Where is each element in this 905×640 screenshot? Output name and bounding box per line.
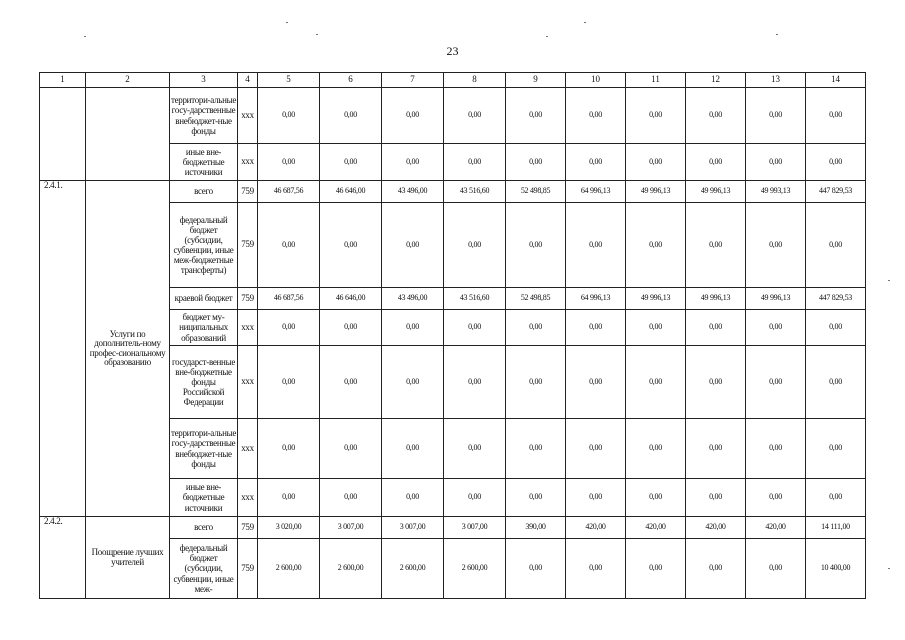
value-cell: 0,00: [382, 203, 444, 288]
value-cell: 0,00: [258, 203, 320, 288]
source-cell: государст-венные вне-бюджетные фонды Российской Федерации: [170, 346, 238, 419]
value-cell: 0,00: [686, 144, 746, 181]
source-cell: краевой бюджет: [170, 288, 238, 310]
source-cell: иные вне-бюджетные источники: [170, 144, 238, 181]
value-cell: 43 516,60: [444, 288, 506, 310]
value-cell: 0,00: [506, 88, 566, 144]
header-cell: 11: [626, 73, 686, 88]
row-code: 2.4.1.: [40, 181, 86, 517]
kbk-cell: ххх: [238, 479, 258, 517]
value-cell: 0,00: [566, 419, 626, 479]
value-cell: 0,00: [806, 479, 866, 517]
kbk-cell: ххх: [238, 419, 258, 479]
value-cell: 0,00: [506, 419, 566, 479]
value-cell: 3 007,00: [320, 517, 382, 539]
table-row: [40, 517, 866, 539]
value-cell: 0,00: [566, 310, 626, 346]
value-cell: 52 498,85: [506, 288, 566, 310]
value-cell: 0,00: [320, 346, 382, 419]
value-cell: 49 996,13: [686, 288, 746, 310]
row-name: Поощрение лучших учителей: [86, 517, 170, 599]
source-cell: территори-альные госу-дарственные внебюджет-ные фонды: [170, 419, 238, 479]
value-cell: 0,00: [746, 88, 806, 144]
value-cell: 0,00: [506, 310, 566, 346]
value-cell: 2 600,00: [382, 539, 444, 599]
header-cell: 5: [258, 73, 320, 88]
value-cell: 0,00: [806, 419, 866, 479]
value-cell: 3 007,00: [444, 517, 506, 539]
value-cell: 43 496,00: [382, 288, 444, 310]
value-cell: 420,00: [686, 517, 746, 539]
value-cell: 0,00: [320, 144, 382, 181]
value-cell: 0,00: [566, 203, 626, 288]
row-code: 2.4.2.: [40, 517, 86, 599]
value-cell: 0,00: [746, 539, 806, 599]
value-cell: 0,00: [320, 419, 382, 479]
value-cell: 447 829,53: [806, 181, 866, 203]
value-cell: 0,00: [382, 88, 444, 144]
value-cell: 0,00: [746, 419, 806, 479]
value-cell: 0,00: [258, 310, 320, 346]
value-cell: 0,00: [626, 346, 686, 419]
value-cell: 0,00: [382, 144, 444, 181]
value-cell: 49 996,13: [626, 288, 686, 310]
value-cell: 0,00: [686, 346, 746, 419]
value-cell: 49 996,13: [686, 181, 746, 203]
value-cell: 0,00: [382, 479, 444, 517]
page-number: 23: [446, 44, 459, 58]
value-cell: 0,00: [686, 88, 746, 144]
value-cell: 0,00: [382, 310, 444, 346]
source-cell: всего: [170, 181, 238, 203]
value-cell: 0,00: [444, 479, 506, 517]
value-cell: 0,00: [444, 203, 506, 288]
kbk-cell: ххх: [238, 310, 258, 346]
header-cell: 2: [86, 73, 170, 88]
value-cell: 0,00: [382, 346, 444, 419]
value-cell: 49 993,13: [746, 181, 806, 203]
value-cell: 0,00: [566, 479, 626, 517]
value-cell: 0,00: [444, 346, 506, 419]
value-cell: 49 996,13: [626, 181, 686, 203]
value-cell: 0,00: [746, 310, 806, 346]
value-cell: 0,00: [746, 203, 806, 288]
value-cell: 0,00: [258, 346, 320, 419]
value-cell: 49 996,13: [746, 288, 806, 310]
value-cell: 390,00: [506, 517, 566, 539]
value-cell: 0,00: [626, 203, 686, 288]
value-cell: 0,00: [746, 346, 806, 419]
value-cell: 0,00: [258, 419, 320, 479]
value-cell: 64 996,13: [566, 288, 626, 310]
kbk-cell: ххх: [238, 346, 258, 419]
source-cell: федеральный бюджет (субсидии, субвенции, иные меж-: [170, 539, 238, 599]
header-cell: 14: [806, 73, 866, 88]
source-cell: территори-альные госу-дарственные внебюджет-ные фонды: [170, 88, 238, 144]
value-cell: 64 996,13: [566, 181, 626, 203]
value-cell: 0,00: [382, 419, 444, 479]
value-cell: 0,00: [626, 419, 686, 479]
header-cell: 4: [238, 73, 258, 88]
value-cell: 0,00: [258, 144, 320, 181]
value-cell: 0,00: [806, 144, 866, 181]
source-cell: бюджет му-ниципальных образований: [170, 310, 238, 346]
value-cell: 0,00: [566, 88, 626, 144]
value-cell: 0,00: [320, 479, 382, 517]
value-cell: 447 829,53: [806, 288, 866, 310]
value-cell: 0,00: [258, 88, 320, 144]
value-cell: 0,00: [320, 203, 382, 288]
value-cell: 3 020,00: [258, 517, 320, 539]
value-cell: 0,00: [506, 346, 566, 419]
source-cell: иные вне-бюджетные источники: [170, 479, 238, 517]
value-cell: 43 516,60: [444, 181, 506, 203]
value-cell: 0,00: [626, 479, 686, 517]
budget-table: [39, 72, 866, 599]
kbk-cell: 759: [238, 288, 258, 310]
header-cell: 1: [40, 73, 86, 88]
value-cell: 0,00: [686, 203, 746, 288]
value-cell: 2 600,00: [258, 539, 320, 599]
value-cell: 0,00: [444, 88, 506, 144]
header-row: [40, 73, 866, 88]
code-cell-empty: [40, 88, 86, 181]
value-cell: 0,00: [566, 144, 626, 181]
value-cell: 420,00: [626, 517, 686, 539]
header-cell: 6: [320, 73, 382, 88]
header-cell: 7: [382, 73, 444, 88]
header-cell: 10: [566, 73, 626, 88]
value-cell: 420,00: [566, 517, 626, 539]
value-cell: 420,00: [746, 517, 806, 539]
header-cell: 9: [506, 73, 566, 88]
value-cell: 0,00: [444, 144, 506, 181]
value-cell: 2 600,00: [444, 539, 506, 599]
value-cell: 0,00: [626, 310, 686, 346]
header-cell: 8: [444, 73, 506, 88]
value-cell: 14 111,00: [806, 517, 866, 539]
kbk-cell: 759: [238, 203, 258, 288]
value-cell: 46 646,00: [320, 181, 382, 203]
value-cell: 0,00: [686, 479, 746, 517]
value-cell: 0,00: [444, 419, 506, 479]
value-cell: 43 496,00: [382, 181, 444, 203]
value-cell: 2 600,00: [320, 539, 382, 599]
value-cell: 0,00: [506, 203, 566, 288]
value-cell: 0,00: [258, 479, 320, 517]
value-cell: 0,00: [320, 310, 382, 346]
value-cell: 0,00: [320, 88, 382, 144]
value-cell: 0,00: [444, 310, 506, 346]
value-cell: 0,00: [566, 539, 626, 599]
value-cell: 0,00: [506, 539, 566, 599]
value-cell: 0,00: [686, 310, 746, 346]
value-cell: 0,00: [746, 144, 806, 181]
kbk-cell: 759: [238, 517, 258, 539]
value-cell: 52 498,85: [506, 181, 566, 203]
value-cell: 0,00: [506, 144, 566, 181]
kbk-cell: ххх: [238, 144, 258, 181]
name-cell-empty: [86, 88, 170, 181]
value-cell: 0,00: [626, 539, 686, 599]
value-cell: 46 687,56: [258, 181, 320, 203]
source-cell: всего: [170, 517, 238, 539]
value-cell: 0,00: [746, 479, 806, 517]
value-cell: 0,00: [686, 419, 746, 479]
source-cell: федеральный бюджет (субсидии, субвенции, иные меж-бюджетные трансферты): [170, 203, 238, 288]
table-row: [40, 181, 866, 203]
kbk-cell: 759: [238, 539, 258, 599]
header-cell: 13: [746, 73, 806, 88]
value-cell: 0,00: [806, 88, 866, 144]
header-cell: 12: [686, 73, 746, 88]
value-cell: 0,00: [626, 144, 686, 181]
value-cell: 46 687,56: [258, 288, 320, 310]
kbk-cell: 759: [238, 181, 258, 203]
table-row: [40, 88, 866, 144]
row-name: Услуги по дополнитель-ному профес-сиональному образованию: [86, 181, 170, 517]
value-cell: 0,00: [806, 203, 866, 288]
value-cell: 0,00: [806, 310, 866, 346]
value-cell: 0,00: [626, 88, 686, 144]
value-cell: 0,00: [506, 479, 566, 517]
value-cell: 46 646,00: [320, 288, 382, 310]
value-cell: 0,00: [806, 346, 866, 419]
value-cell: 3 007,00: [382, 517, 444, 539]
value-cell: 10 400,00: [806, 539, 866, 599]
header-cell: 3: [170, 73, 238, 88]
value-cell: 0,00: [686, 539, 746, 599]
value-cell: 0,00: [566, 346, 626, 419]
kbk-cell: ххх: [238, 88, 258, 144]
